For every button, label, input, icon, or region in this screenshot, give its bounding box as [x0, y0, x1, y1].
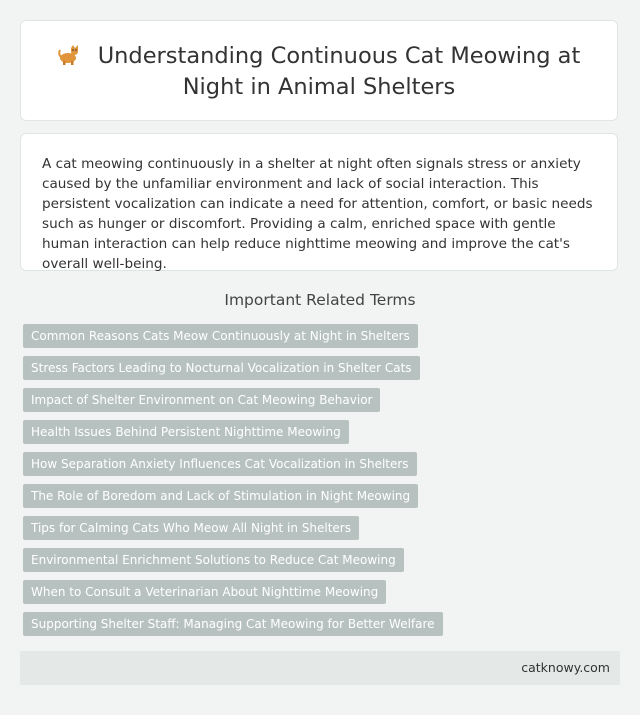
related-term-tag[interactable]: Tips for Calming Cats Who Meow All Night in Shelters	[23, 516, 359, 540]
related-term-tag[interactable]: Supporting Shelter Staff: Managing Cat Meowing for Better Welfare	[23, 612, 443, 636]
description-card	[20, 133, 618, 271]
description-text: A cat meowing continuously in a shelter at night often signals stress or anxiety caused by the unfamiliar environment and lack of social interaction. This persistent vocalization can indicate a need for attention, comfort, or basic needs such as hunger or discomfort. Providing a calm, enriched space with gentle human interaction can help reduce nighttime meowing and improve the cat's overall well-being.	[42, 156, 593, 272]
related-term-tag[interactable]: The Role of Boredom and Lack of Stimulation in Night Meowing	[23, 484, 418, 508]
title-text: Understanding Continuous Cat Meowing at Night in Animal Shelters	[97, 43, 581, 100]
related-term-tag[interactable]: How Separation Anxiety Influences Cat Vocalization in Shelters	[23, 452, 417, 476]
cat-icon	[58, 44, 80, 73]
related-term-tag[interactable]: Environmental Enrichment Solutions to Reduce Cat Meowing	[23, 548, 404, 572]
related-term-tag[interactable]: Health Issues Behind Persistent Nighttime Meowing	[23, 420, 349, 444]
page-title	[51, 42, 587, 102]
footer-site-link[interactable]: catknowy.com	[521, 660, 610, 675]
related-term-tag[interactable]: When to Consult a Veterinarian About Nighttime Meowing	[23, 580, 386, 604]
footer	[20, 651, 620, 685]
title-card	[20, 20, 618, 121]
related-term-tag[interactable]: Impact of Shelter Environment on Cat Meowing Behavior	[23, 388, 380, 412]
related-term-tag[interactable]: Stress Factors Leading to Nocturnal Vocalization in Shelter Cats	[23, 356, 420, 380]
related-terms-heading: Important Related Terms	[224, 291, 416, 309]
related-term-tag[interactable]: Common Reasons Cats Meow Continuously at Night in Shelters	[23, 324, 418, 348]
